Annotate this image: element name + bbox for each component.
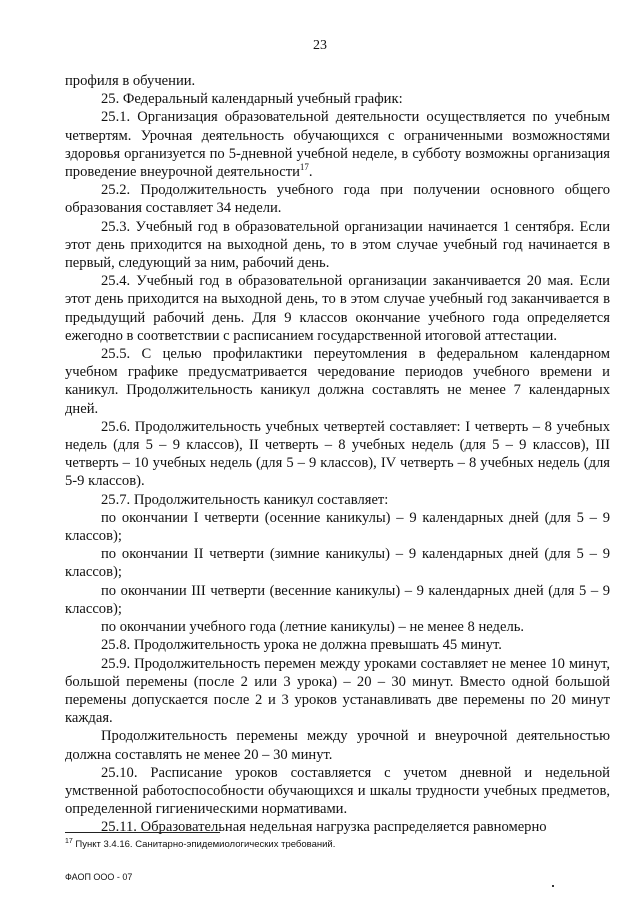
paragraph-25-10: 25.10. Расписание уроков составляется с учетом дневной и недельной умственной работоспособности обучающихся и шкалы трудности учебных предметов, определенной гигиеническими нормативами. <box>65 764 610 818</box>
paragraph-25-11: 25.11. Образовательная недельная нагрузка распределяется равномерно <box>101 819 547 836</box>
paragraph-25-1-text: 25.1. Организация образовательной деятельности осуществляется по учебным четвертям. Урочная деятельность обучающихся с ограниченными возможностями здоровья организуется по 5-дневной учебной неделе, в субботу возможны организация проведение внеурочной деятельности <box>65 109 610 181</box>
paragraph-section-25: 25. Федеральный календарный учебный график: <box>101 91 403 108</box>
paragraph-25-9: 25.9. Продолжительность перемен между уроками составляет не менее 10 минут, большой перемены (после 2 или 3 урока) – 20 – 30 минут. Вместо одной большой перемены допускается после 2 и 3 уроков устанавливать две перемены по 20 минут каждая. <box>65 655 610 727</box>
paragraph-25-6: 25.6. Продолжительность учебных четвертей составляет: I четверть – 8 учебных недель (для 5 – 9 классов), II четверть – 8 учебных недель (для 5 – 9 классов), III четверть – 10 учебных недель (для 5 – 9 классов), IV четверть – 8 учебных недель (для 5-9 классов). <box>65 418 610 490</box>
paragraph-25-4: 25.4. Учебный год в образовательной организации заканчивается 20 мая. Если этот день приходится на выходной день, то в этом случае учебный год заканчивается в предыдущий рабочий день. Для 9 классов окончание учебного года определяется ежегодно в соответствии с расписанием государственной итоговой аттестации. <box>65 273 610 344</box>
list-item-winter-holidays: по окончании II четверти (зимние каникулы) – 9 календарных дней (для 5 – 9 классов); <box>65 546 610 581</box>
footnote-number: 17 <box>65 837 73 845</box>
footnote-text: Пункт 3.4.16. Санитарно-эпидемиологических требований. <box>72 839 336 850</box>
paragraph-continuation: профиля в обучении. <box>65 73 196 89</box>
paragraph-25-2: 25.2. Продолжительность учебного года при получении основного общего образования составляет 34 недели. <box>65 182 610 217</box>
page-number: 23 <box>313 38 327 53</box>
paragraph-25-1 <box>65 108 610 181</box>
scan-dot <box>552 885 554 887</box>
list-item-summer-holidays: по окончании учебного года (летние каникулы) – не менее 8 недель. <box>101 619 525 636</box>
paragraph-25-3: 25.3. Учебный год в образовательной организации начинается 1 сентября. Если этот день приходится на выходной день, то в этом случае учебный год начинается в первый, следующий за ним, рабочий день. <box>65 218 610 272</box>
paragraph-25-1-suffix: . <box>308 164 313 181</box>
paragraph-25-5: 25.5. С целью профилактики переутомления в федеральном календарном учебном графике предусматривается чередование периодов учебного времени и каникул. Продолжительность каникул должна составлять не менее 7 календарных дней. <box>65 346 610 417</box>
footnote-divider <box>65 832 220 833</box>
paragraph-25-7: 25.7. Продолжительность каникул составляет: <box>101 491 389 508</box>
footnote-ref: 17 <box>299 162 309 173</box>
list-item-autumn-holidays: по окончании I четверти (осенние каникулы) – 9 календарных дней (для 5 – 9 классов); <box>65 509 610 545</box>
list-item-spring-holidays: по окончании III четверти (весенние каникулы) – 9 календарных дней (для 5 – 9 классов); <box>65 582 610 617</box>
paragraph-break-duration: Продолжительность перемены между урочной и внеурочной деятельностью должна составлять не менее 20 – 30 минут. <box>65 728 610 763</box>
document-body <box>65 72 610 837</box>
paragraph-25-8: 25.8. Продолжительность урока не должна превышать 45 минут. <box>101 637 502 654</box>
footnote <box>65 839 610 851</box>
document-code: ФАОП ООО - 07 <box>65 872 133 882</box>
